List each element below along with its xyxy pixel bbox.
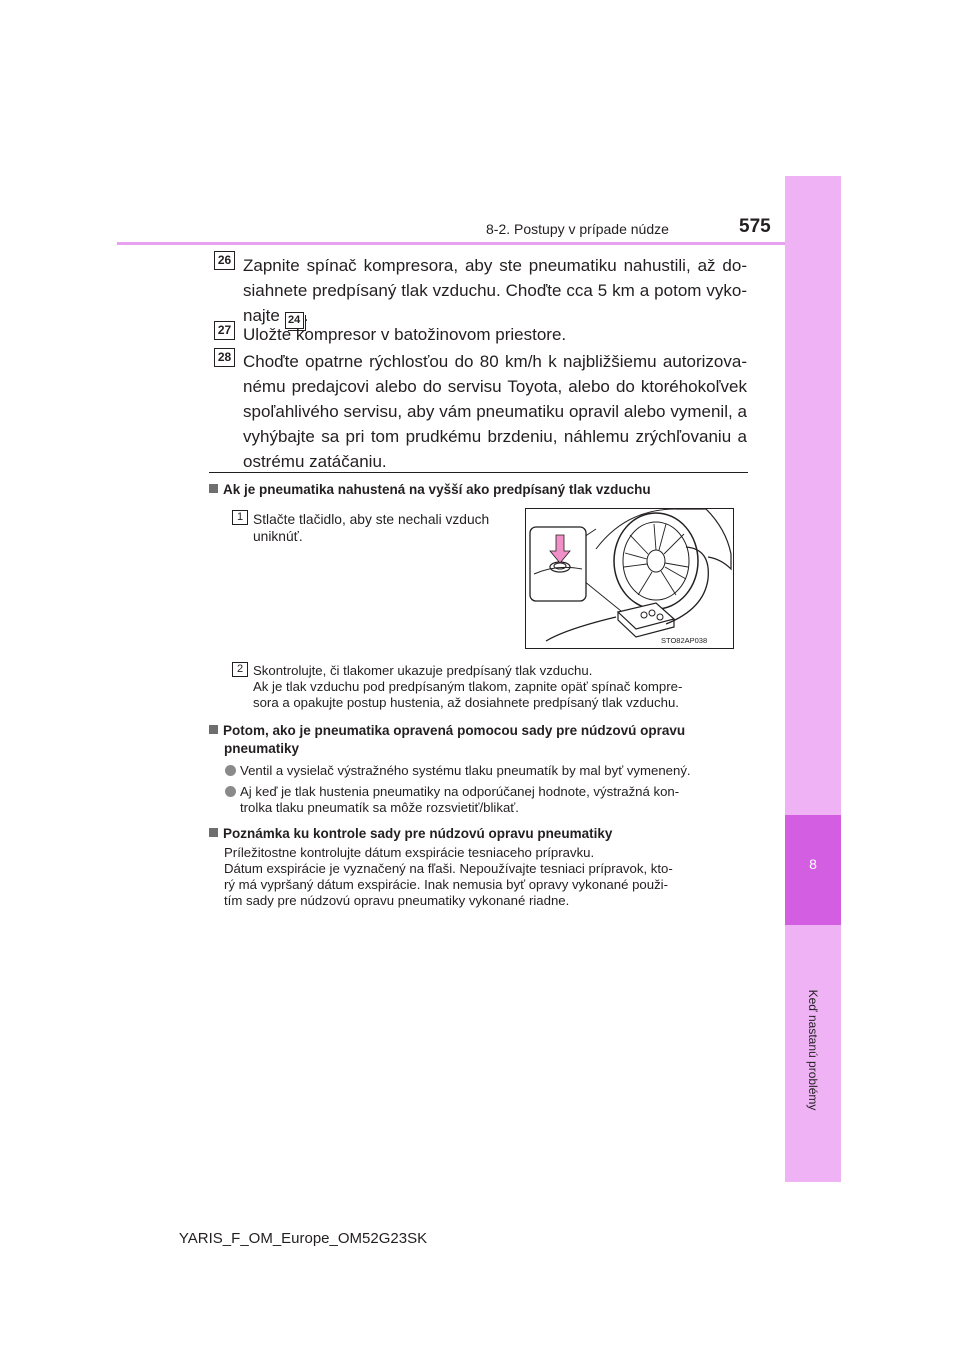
step-26-main: Zapnite spínač kompresora, aby ste pneumatiku nahustili, až do-siahnete predpísaný tlak vzduchu. Choďte cca 5 km a potom vyko-najte bbox=[243, 256, 747, 325]
step-badge-27: 27 bbox=[214, 321, 235, 340]
document-footer: YARIS_F_OM_Europe_OM52G23SK bbox=[178, 1230, 428, 1247]
step-28-text: Choďte opatrne rýchlosťou do 80 km/h k najbližšiemu autorizova-nému predajcovi alebo do servisu Toyota, alebo do ktoréhokoľvek spoľahlivého servisu, aby vám pneumatiku opravil alebo vymenil, a vyhýbajte sa pri tom prudkému brzdeniu, náhlemu zrýchľovaniu a ostrému zatáčaniu. bbox=[243, 352, 747, 471]
kit-check-line-3: rý má vypršaný dátum exspirácie. Inak nemusia byť opravy vykonané použi- bbox=[224, 877, 668, 892]
step-26-tail: . bbox=[303, 306, 309, 325]
kit-check-line-4: tím sady pre núdzovú opravu pneumatiky vykonané riadne. bbox=[224, 893, 570, 908]
section-heading-kit-check bbox=[209, 825, 749, 843]
step-badge-28: 28 bbox=[214, 348, 235, 367]
square-bullet-icon bbox=[209, 725, 218, 734]
item-2-line-3: sora a opakujte postup hustenia, až dosiahnete predpísaný tlak vzduchu. bbox=[253, 695, 679, 710]
kit-check-line-1: Príležitostne kontrolujte dátum exspirácie tesniaceho prípravku. bbox=[224, 845, 595, 860]
section-divider bbox=[209, 472, 748, 473]
item-2-line-1: Skontrolujte, či tlakomer ukazuje predpísaný tlak vzduchu. bbox=[253, 663, 593, 678]
item-1-line-1: Stlačte tlačidlo, aby ste nechali vzduch bbox=[253, 512, 490, 527]
header-rule bbox=[117, 242, 785, 245]
heading-line-2: pneumatiky bbox=[224, 741, 300, 756]
item-2-text bbox=[253, 663, 748, 711]
bullet-2-text bbox=[240, 784, 750, 816]
section-title: 8-2. Postupy v prípade núdze bbox=[486, 221, 669, 237]
item-1-line-2: uniknúť. bbox=[253, 529, 303, 544]
page-number: 575 bbox=[739, 216, 771, 237]
section-heading-overinflated bbox=[209, 481, 749, 499]
bullet-1-text: Ventil a vysielač výstražného systému tlaku pneumatík by mal byť vymenený. bbox=[240, 763, 691, 778]
square-bullet-icon bbox=[209, 828, 218, 837]
square-bullet-icon bbox=[209, 484, 218, 493]
kit-check-text bbox=[224, 845, 750, 909]
kit-check-line-2: Dátum exspirácie je vyznačený na fľaši. Nepoužívajte tesniaci prípravok, kto- bbox=[224, 861, 673, 876]
heading-text: Ak je pneumatika nahustená na vyšší ako predpísaný tlak vzduchu bbox=[223, 482, 651, 497]
chapter-title: Keď nastanú problémy bbox=[806, 989, 820, 1111]
item-2-line-2: Ak je tlak vzduchu pod predpísaným tlakom, zapnite opäť spínač kompre- bbox=[253, 679, 683, 694]
step-badge-26: 26 bbox=[214, 251, 235, 270]
bullet-2-line-1: Aj keď je tlak hustenia pneumatiky na odporúčanej hodnote, výstražná kon- bbox=[240, 784, 680, 799]
item-number-1: 1 bbox=[232, 510, 248, 525]
tire-compressor-drawing bbox=[526, 509, 733, 648]
bullet-icon bbox=[225, 786, 236, 797]
heading-line-1: Potom, ako je pneumatika opravená pomocou sady pre núdzovú opravu bbox=[223, 723, 686, 738]
item-number-2: 2 bbox=[232, 662, 248, 677]
step-ref-24: 24 bbox=[285, 312, 304, 329]
figure-caption: STO82AP038 bbox=[661, 636, 708, 645]
step-26-text bbox=[243, 253, 747, 328]
step-27-text: Uložte kompresor v batožinovom priestore. bbox=[243, 325, 567, 344]
chapter-number: 8 bbox=[809, 856, 817, 872]
repair-kit-illustration bbox=[525, 508, 734, 649]
bullet-2-line-2: trolka tlaku pneumatík sa môže rozsvietiť/blikať. bbox=[240, 800, 519, 815]
item-1-text bbox=[253, 511, 523, 545]
bullet-icon bbox=[225, 765, 236, 776]
section-heading-after-repair bbox=[209, 722, 749, 758]
heading-text: Poznámka ku kontrole sady pre núdzovú opravu pneumatiky bbox=[223, 826, 613, 841]
